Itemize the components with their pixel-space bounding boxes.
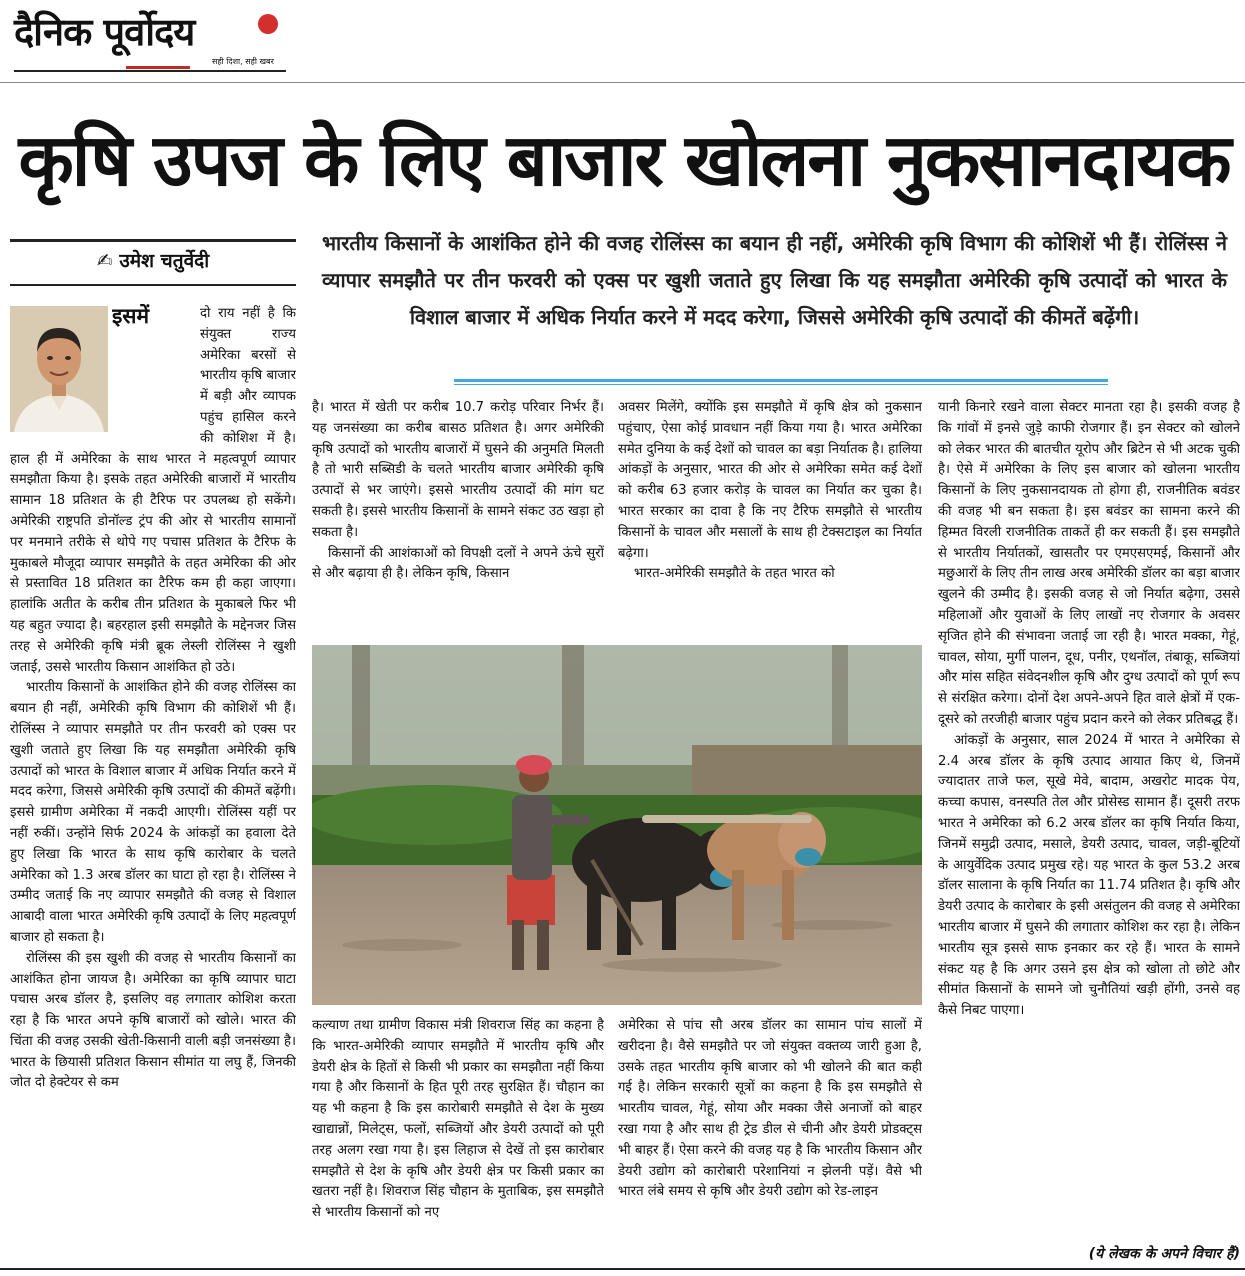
column-3-para-1: अवसर मिलेंगे, क्योंकि इस समझौते में कृषि क्षेत्र को नुकसान पहुंचाए, ऐसा कोई प्रावधान नहीं किया गया है। भारत अमेरिका समेत दुनिया के कई देशों को चावल का बड़ा निर्यातक है। हालिया आंकड़ों के अनुसार, भारत की ओर से अमेरिका समेत कई देशों को करीब 63 हजार करोड़ के चावल का निर्यात कर चुका है। भारत सरकार का दावा है कि नए टैरिफ समझौते से भारतीय किसानों के चावल और मसालों के साथ ही टेक्सटाइल का निर्यात बढ़ेगा। [618,400,922,561]
column-2-top [312,398,604,630]
masthead [14,12,286,72]
column-4-para-1: यानी किनारे रखने वाला सेक्टर मानता रहा है। इसकी वजह है कि गांवों में इनसे जुड़े काफी रोजगार हैं। इन सेक्टर को खोलने को लेकर भारत की बातचीत यूरोप और ब्रिटेन से भी अटक चुकी है। ऐसे में अमेरिका के लिए इस बाजार को खोलना भारतीय किसानों के लिए नुकसानदायक तो होगा ही, राजनीतिक बवंडर की वजह भी बन सकता है। इस बवंडर का सामना करने की हिम्मत विरली राजनीतिक ताकतें ही कर सकती हैं। इस समझौते से भारतीय निर्यातकों, खासतौर पर एमएसएमई, किसानों और मछुआरों के लिए तीन लाख अरब अमेरिकी डॉलर का बड़ा बाजार खुलने की उम्मीद है। इसकी वजह से जो निर्यात बढ़ेगा, उससे महिलाओं और युवाओं के लिए लाखों नए रोजगार के अवसर सृजित होने की संभावना जताई जा रही है। भारत मक्का, गेहूं, चावल, सोया, मुर्गी पालन, दूध, पनीर, एथनॉल, तंबाकू, सब्जियां और मांस सहित संवेदनशील कृषि और दुग्ध उत्पादों को पूर्ण रूप से संरक्षित करेगा। दोनों देश अपने-अपने हित वाले क्षेत्रों में एक-दूसरे को तरजीही बाजार पहुंच प्रदान करने को लेकर प्रतिबद्ध हैं। [938,400,1240,727]
column-4-para-2: आंकड़ों के अनुसार, साल 2024 में भारत ने अमेरिका से 2.4 अरब डॉलर के कृषि उत्पाद आयात किए थे, जिनमें ज्यादातर ताजे फल, सूखे मेवे, बादाम, अखरोट मादक पेय, कच्चा कपास, वनस्पति तेल और प्रोसेस्ड सामान हैं। दूसरी तरफ भारत ने अमेरिका को 6.2 अरब डॉलर का कृषि निर्यात किया, जिनमें समुद्री उत्पाद, मसाले, डेयरी उत्पाद, चावल, जड़ी-बूटियों के आयुर्वेदिक उत्पाद प्रमुख रहे। यह भारत के कुल 53.2 अरब डॉलर सालाना के कृषि निर्यात का 11.74 प्रतिशत है। कृषि और डेयरी उत्पाद के कारोबार के इसी असंतुलन की वजह से अमेरिका भारतीय बाजार में घुसने की लगातार कोशिश कर रहा है। लेकिन भारतीय सूत्र इससे साफ इनकार कर रहे हैं। भारत के सामने संकट यह है कि अगर उसने इस क्षेत्र को खोला तो छोटे और सीमांत किसानों के सामने जो चुनौतियां खड़ी होंगी, उनसे वह कैसे निबट पाएगा। [938,732,1240,1019]
column-2-bottom [312,1016,604,1268]
byline-rule-bottom [10,284,296,286]
column-2-para-2: किसानों की आशंकाओं को विपक्षी दलों ने अपने ऊंचे सुरों से और बढ़ाया ही है। लेकिन कृषि, किसान [312,545,604,582]
column-3-para-2: भारत-अमेरिकी समझौते के तहत भारत को [634,566,835,582]
column-1 [10,304,296,1268]
deck-rule [454,379,1108,382]
page-top-rule [0,82,1245,83]
farmer-oxen-photo-icon [312,645,922,1005]
column-1-para-2: भारतीय किसानों के आशंकित होने की वजह रोलिंस्स का बयान ही नहीं, अमेरिकी कृषि विभाग की कोशिशें भी हैं। रोलिंस्स ने व्यापार समझौते पर तीन फरवरी को एक्स पर खुशी जताते हुए लिखा कि यह समझौता अमेरिकी कृषि उत्पादों को भारत के विशाल बाजार में अधिक निर्यात करने में मदद करेगा, जिससे अमेरिकी कृषि उत्पादों की कीमतें बढ़ेंगी। इससे ग्रामीण अमेरिका में नकदी आएगी। रोलिंस्स यहीं पर नहीं रुकीं। उन्होंने सिर्फ 2024 के आंकड़ों का हवाला देते हुए लिखा कि भारत के साथ कृषि कारोबार के चलते अमेरिका को 1.3 अरब डॉलर का घाटा हो रहा है। रोलिंस्स ने उम्मीद जताई कि नए व्यापार समझौते की वजह से विशाल आबादी वाला भारत अमेरिकी कृषि उत्पादों के लिए महत्वपूर्ण बाजार हो सकता है। [10,680,296,945]
masthead-rule [14,70,286,72]
column-1-para-1: दो राय नहीं है कि संयुक्त राज्य अमेरिका बरसों से भारतीय कृषि बाजार में बड़ी और व्यापक पहुंच हासिल करने की कोशिश में है। हाल ही में अमेरिका के साथ भारत ने महत्वपूर्ण व्यापार समझौता किया है। इसके तहत अमेरिकी बाजारों में भारतीय सामान 18 प्रतिशत के ही टैरिफ पर उपलब्ध हो सकेंगे। अमेरिकी राष्ट्रपति डोनॉल्ड ट्रंप की ओर से भारतीय सामानों पर मनमाने तरीके से थोपे गए पचास प्रतिशत के टैरिफ के मुकाबले मौजूदा व्यापार समझौते के तहत अमेरिका की ओर से प्रस्तावित 18 प्रतिशत का टैरिफ कम ही कहा जाएगा। हालांकि अतीत के करीब तीन प्रतिशत के मुकाबले फिर भी यह बहुत ज्यादा है। बहरहाल इसी समझौते के मद्देनजर जिस तरह से अमेरिकी कृषि मंत्री ब्रूक लेस्ली रोलिंस्स ने खुशी जताई, उससे भारतीय किसान आशंकित हो उठे। [10,306,296,675]
masthead-name: दैनिक पूर्वोदय [14,10,195,54]
byline: ✍ उमेश चतुर्वेदी [96,250,210,272]
dropcap-lead: इसमें [112,304,150,328]
masthead-tagline: सही दिशा, सही खबर [212,57,274,66]
masthead-red-bar [126,66,190,69]
column-2-bottom-para: कल्याण तथा ग्रामीण विकास मंत्री शिवराज सिंह का कहना है कि भारत-अमेरिकी व्यापार समझौते में भारतीय कृषि और डेयरी क्षेत्र के हितों से किसी भी प्रकार का समझौता नहीं किया गया है और किसानों के हित पूरी तरह सुरक्षित हैं। चौहान का यह भी कहना है कि इस कारोबारी समझौते से देश के मुख्य खाद्यान्नों, मिलेट्स, फलों, सब्जियों और डेयरी उत्पादों को पूरी तरह अलग रखा गया है। इस लिहाज से देखें तो इस कारोबार समझौते से देश के कृषि और डेयरी क्षेत्र पर किसी प्रकार का खतरा नहीं है। शिवराज सिंह चौहान के मुताबिक, इस समझौते से भारतीय किसानों को नए [312,1018,604,1221]
column-2-para-1: है। भारत में खेती पर करीब 10.7 करोड़ परिवार निर्भर हैं। यह जनसंख्या का करीब बासठ प्रतिशत है। अगर अमेरिकी कृषि उत्पादों को भारतीय बाजारों में घुसने की अनुमति मिलती है तो भारी सब्सिडी के चलते भारतीय बाजार अमेरिकी कृषि उत्पादों से भर जाएंगे। इससे भारतीय उत्पादों की मांग घट सकती है। इससे भारतीय किसानों के सामने संकट उठ खड़ा हो सकता है। [312,400,604,540]
deck-summary: भारतीय किसानों के आशंकित होने की वजह रोलिंस्स का बयान ही नहीं, अमेरिकी कृषि विभाग की कोशिशें भी हैं। रोलिंस्स ने व्यापार समझौते पर तीन फरवरी को एक्स पर खुशी जताते हुए लिखा कि यह समझौता अमेरिकी कृषि उत्पादों को भारत के विशाल बाजार में अधिक निर्यात करने में मदद करेगा, जिससे अमेरिकी कृषि उत्पादों की कीमतें बढ़ेंगी। [322,231,1227,329]
column-3-bottom-para: अमेरिका से पांच सौ अरब डॉलर का सामान पांच सालों में खरीदना है। वैसे समझौते पर जो संयुक्त वक्तव्य जारी हुआ है, उसके तहत भारतीय कृषि बाजार को भी खोलने की बात कही गई है। लेकिन सरकारी सूत्रों का कहना है कि इस समझौते से भारतीय चावल, गेहूं, सोया और मक्का जैसे अनाजों को बाहर रखा गया है और साथ ही ट्रेड डील से चीनी और डेयरी प्रोडक्ट्स भी बाहर हैं। ऐसा करने की वजह यह है कि भारतीय किसान और डेयरी उद्योग को कारोबारी परेशानियां न झेलनी पड़ें। वैसे भी भारत लंबे समय से कृषि और डेयरी उद्योग को रेड-लाइन [618,1018,922,1200]
column-3-bottom [618,1016,922,1268]
masthead-sun-icon [258,14,278,34]
deck-rule-thin [454,384,1108,385]
article-photo [312,645,922,1005]
column-1-para-3: रोलिंस्स की इस खुशी की वजह से भारतीय किसानों का आशंकित होना जायज है। अमेरिका का कृषि व्यापार घाटा पचास अरब डॉलर है, इसलिए वह लगातार कोशिश करता रहा है कि भारत अपने कृषि बाजारों को खोले। भारत की चिंता की वजह उसकी खेती-किसानी वाली बड़ी जनसंख्या है। भारत के छियासी प्रतिशत किसान सीमांत या लघु हैं, जिनकी जोत दो हेक्टेयर से कम [10,950,296,1091]
page-bottom-rule [0,1268,1245,1270]
byline-rule-top [10,239,296,242]
headline: कृषि उपज के लिए बाजार खोलना नुकसानदायक [18,118,1230,202]
column-3-top [618,398,922,630]
author-disclaimer: (ये लेखक के अपने विचार हैं) [1088,1246,1240,1262]
column-4 [938,398,1240,1242]
